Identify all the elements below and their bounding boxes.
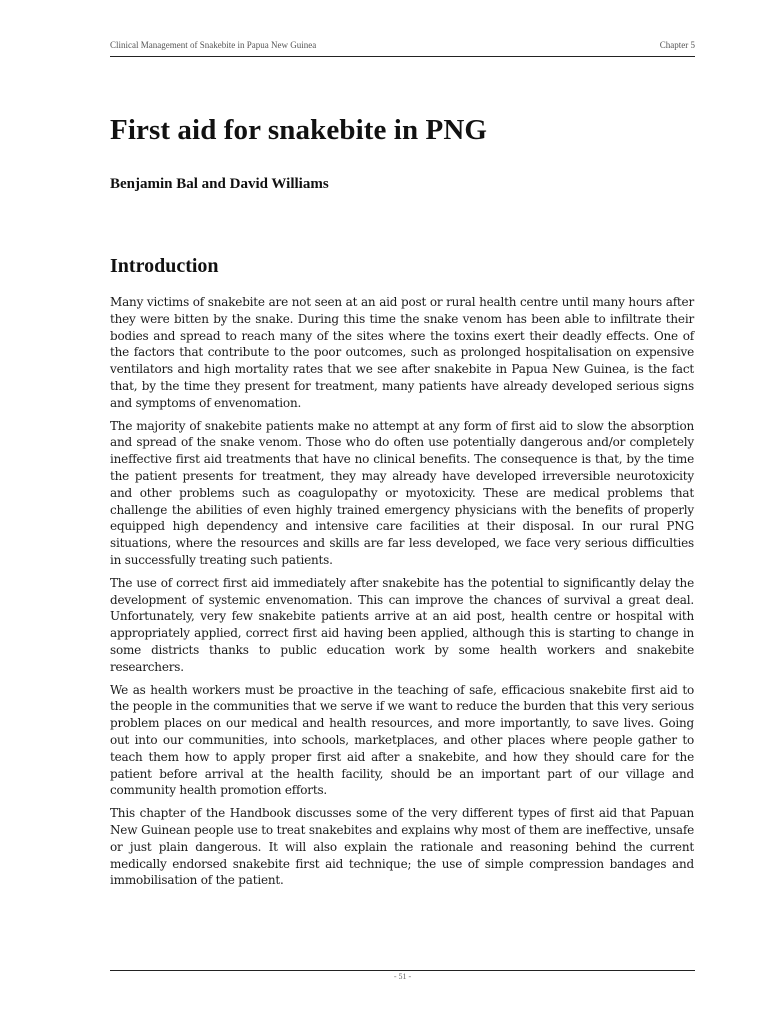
running-header-chapter: Chapter 5: [659, 40, 695, 50]
paragraph-5: This chapter of the Handbook discusses some of the very different types of first aid that Papuan New Guinean people use to treat snakebites and explains why most of them are ineffective, unsafe or just plain dangerous. It will also explain the rationale and reasoning behind the current medically endorsed snakebite first aid technique; the use of simple compression bandages and immobilisation of the patient.: [110, 806, 694, 888]
footer-divider: [110, 970, 695, 971]
paragraph-4: We as health workers must be proactive in the teaching of safe, efficacious snakebite first aid to the people in the communities that we serve if we want to reduce the burden that this very serious problem places on our medical and health resources, and more importantly, to save lives. Going out into our communities, into schools, marketplaces, and other places where people gather to teach them how to apply proper first aid after a snakebite, and how they should care for the patient before arrival at the health facility, should be an important part of our village and community health promotion efforts.: [110, 682, 694, 798]
paragraph-1: Many victims of snakebite are not seen at an aid post or rural health centre until many hours after they were bitten by the snake. During this time the snake venom has been able to infiltrate their bodies and spread to reach many of the sites where the toxins exert their deadly effects. One of the factors that contribute to the poor outcomes, such as prolonged hospitalisation on expensive ventilators and high mortality rates that we see after snakebite in Papua New Guinea, is the fact that, by the time they present for treatment, many patients have already developed serious signs and symptoms of envenomation.: [110, 295, 694, 410]
header-divider: [110, 56, 695, 57]
paragraph-3: The use of correct first aid immediately after snakebite has the potential to significantly delay the development of systemic envenomation. This can improve the chances of survival a great deal. Unfortunately, very few snakebite patients arrive at an aid post, health centre or hospital with appropriately applied, correct first aid having been applied, although this is starting to change in some districts thanks to public education work by some health workers and snakebite researchers.: [110, 575, 694, 674]
running-header: [110, 40, 695, 50]
introduction-body: [110, 294, 694, 895]
running-header-book-title: Clinical Management of Snakebite in Papua New Guinea: [110, 40, 317, 50]
chapter-authors: Benjamin Bal and David Williams: [110, 176, 329, 192]
section-heading-introduction: Introduction: [110, 255, 219, 277]
paragraph-2: The majority of snakebite patients make no attempt at any form of first aid to slow the absorption and spread of the snake venom. Those who do often use potentially dangerous and/or completely ineffective first aid treatments that have no clinical benefits. The consequence is that, by the time the patient presents for treatment, they may already have developed irreversible neurotoxicity and other problems such as coagulopathy or myotoxicity. These are medical problems that challenge the abilities of even highly trained emergency physicians with the benefits of properly equipped high dependency and intensive care facilities at their disposal. In our rural PNG situations, where the resources and skills are far less developed, we face very serious difficulties in successfully treating such patients.: [110, 418, 694, 567]
page-number: - 51 -: [393, 972, 412, 981]
chapter-title: First aid for snakebite in PNG: [110, 114, 488, 146]
